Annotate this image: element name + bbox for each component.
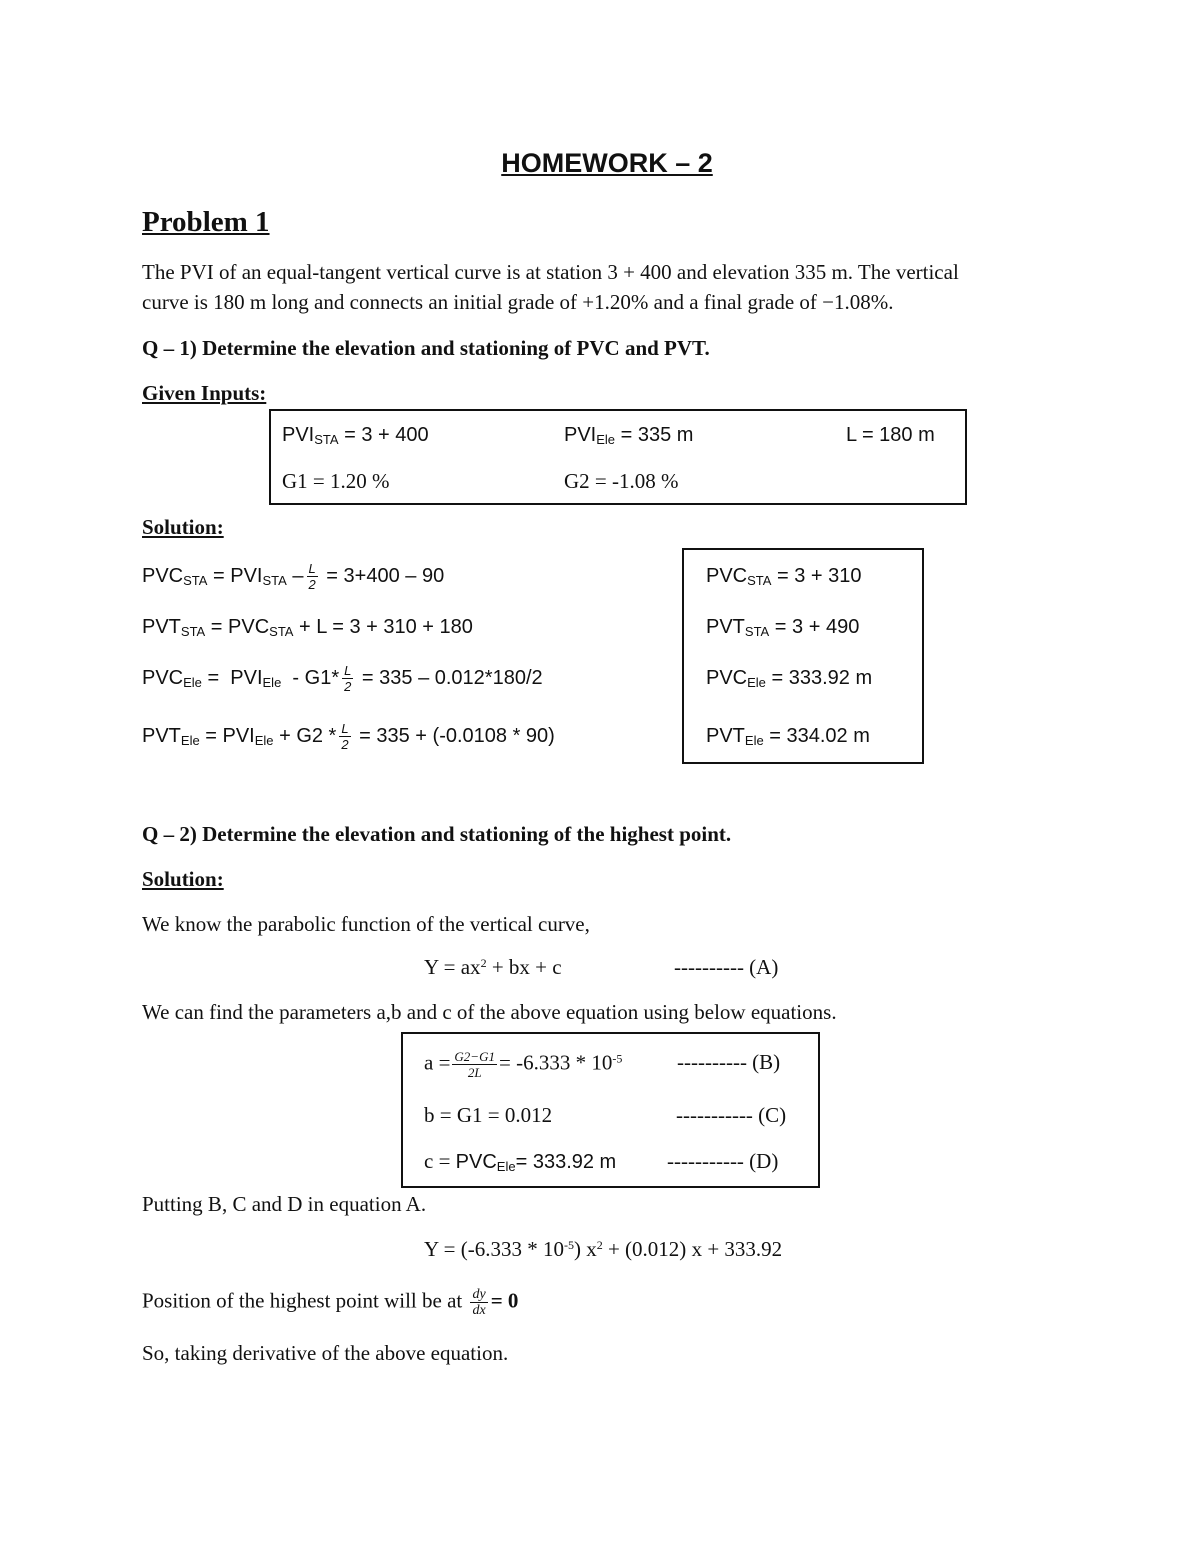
- given-pvi-sta: $PVI_{STA} = 3 + 400$: [282, 424, 429, 447]
- given-g2: G2 = -1.08 %: [564, 469, 679, 493]
- equation-c: b = G1 = 0.012: [424, 1103, 553, 1127]
- equation-pvt-sta-rhs: + L = 3 + 310 + 180: [299, 616, 473, 638]
- result-pvc-ele-value: = 333.92 m: [771, 667, 873, 689]
- putting-text: Putting B, C and D in equation A.: [142, 1192, 427, 1216]
- equation-pvt-sta: $PVT_{STA} = PVC_{STA} + L = 3 + 310 + 180$: [142, 616, 473, 639]
- fraction-l-over-2: $\frac{L}{2}$: [344, 663, 352, 694]
- equation-a: $Y = ax^2$ + bx + c: [424, 955, 562, 979]
- result-pvc-ele: $PVC_{Ele} = 333.92$ m: [706, 667, 873, 690]
- result-pvc-sta-value: = 3 + 310: [777, 565, 862, 587]
- result-pvt-ele-value: = 334.02 m: [769, 725, 870, 747]
- given-g1: G1 = 1.20 %: [282, 469, 390, 493]
- given-pvi-ele-value: 335 m: [637, 424, 694, 446]
- equation-c-label: ----------- (C): [676, 1103, 787, 1127]
- highest-point-label: Position of the highest point will be at: [142, 1288, 463, 1313]
- equation-full-rest: x + 333.92: [691, 1237, 783, 1261]
- fraction-g2-minus-g1-over-2l: $\frac{G2-G1}{2L}$: [454, 1049, 495, 1080]
- problem-heading: Problem 1: [142, 206, 270, 238]
- derivative-text: So, taking derivative of the above equation.: [142, 1341, 509, 1365]
- equation-pvt-ele-rhs: = 335 + (-0.0108 * 90): [359, 724, 555, 747]
- equation-pvc-ele: $PVC_{Ele} = PVI_{Ele} - G1*$ $\frac{L}{2}$ = 335 – 0.012*180/2: [142, 663, 543, 694]
- parameters-text: We can find the parameters a,b and c of the above equation using below equations.: [142, 1000, 837, 1024]
- equation-d: $c = PVC_{Ele}= 333.92$ m: [424, 1149, 617, 1174]
- given-length: L = 180 m: [846, 424, 935, 446]
- equation-pvc-ele-rhs: = 335 – 0.012*180/2: [361, 666, 543, 689]
- given-pvi-ele: $PVI_{Ele} = 335$ m: [564, 424, 694, 447]
- result-pvt-ele: $PVT_{Ele} = 334.02$ m: [706, 725, 870, 748]
- page-title: HOMEWORK – 2: [501, 148, 713, 178]
- highest-point-equation: = 0: [490, 1288, 519, 1313]
- fraction-dy-dx: $\frac{dy}{dx}$: [472, 1287, 486, 1318]
- result-pvc-sta: $PVC_{STA} = 3 + 310$: [706, 565, 862, 588]
- parabolic-intro-text: We know the parabolic function of the vertical curve,: [142, 912, 590, 936]
- question-2: Q – 2) Determine the elevation and stationing of the highest point.: [142, 822, 732, 846]
- a-exponent: -5: [612, 1051, 623, 1066]
- equation-d-label: ----------- (D): [667, 1149, 779, 1173]
- equation-b: a = $\frac{G2-G1}{2L}$ = $-6.333 * 10^{-5}$: [424, 1049, 623, 1080]
- result-pvt-sta: $PVT_{STA} = 3 + 490$: [706, 616, 860, 639]
- question-1: Q – 1) Determine the elevation and stationing of PVC and PVT.: [142, 336, 710, 360]
- given-pvi-sta-value: 3 + 400: [361, 424, 429, 446]
- equation-full: $Y = (-6.333 * 10^{-5})$ $x^2 + (0.012) x + 333.92$: [424, 1237, 783, 1261]
- equation-b-label: ---------- (B): [677, 1050, 781, 1074]
- solution-label-2: Solution:: [142, 867, 224, 891]
- c-value: = 333.92 m: [515, 1151, 617, 1173]
- problem-statement-line-1: The PVI of an equal-tangent vertical curve is at station 3 + 400 and elevation 335 m. The vertical: [142, 260, 959, 284]
- problem-statement-line-2: curve is 180 m long and connects an initial grade of +1.20% and a final grade of −1.08%.: [142, 290, 894, 314]
- equation-pvc-sta: $PVC_{STA} = PVI_{STA}$ – $\frac{L}{2}$ = 3+400 – 90: [142, 561, 445, 592]
- given-inputs-label: Given Inputs:: [142, 381, 267, 405]
- highest-point-text: [142, 1288, 518, 1317]
- fraction-l-over-2: $\frac{L}{2}$: [308, 561, 316, 592]
- equation-a-label: ---------- (A): [674, 955, 779, 979]
- result-pvt-sta-value: = 3 + 490: [774, 616, 860, 638]
- fraction-l-over-2: $\frac{L}{2}$: [341, 721, 349, 752]
- a-value: = -6.333 * 10: [498, 1050, 613, 1075]
- equation-pvt-ele: $PVT_{Ele} = PVI_{Ele} + G2$ * $\frac{L}{2}$ = 335 + (-0.0108 * 90): [142, 721, 555, 752]
- equation-pvc-sta-rhs: = 3+400 – 90: [326, 564, 445, 587]
- solution-label-1: Solution:: [142, 515, 224, 539]
